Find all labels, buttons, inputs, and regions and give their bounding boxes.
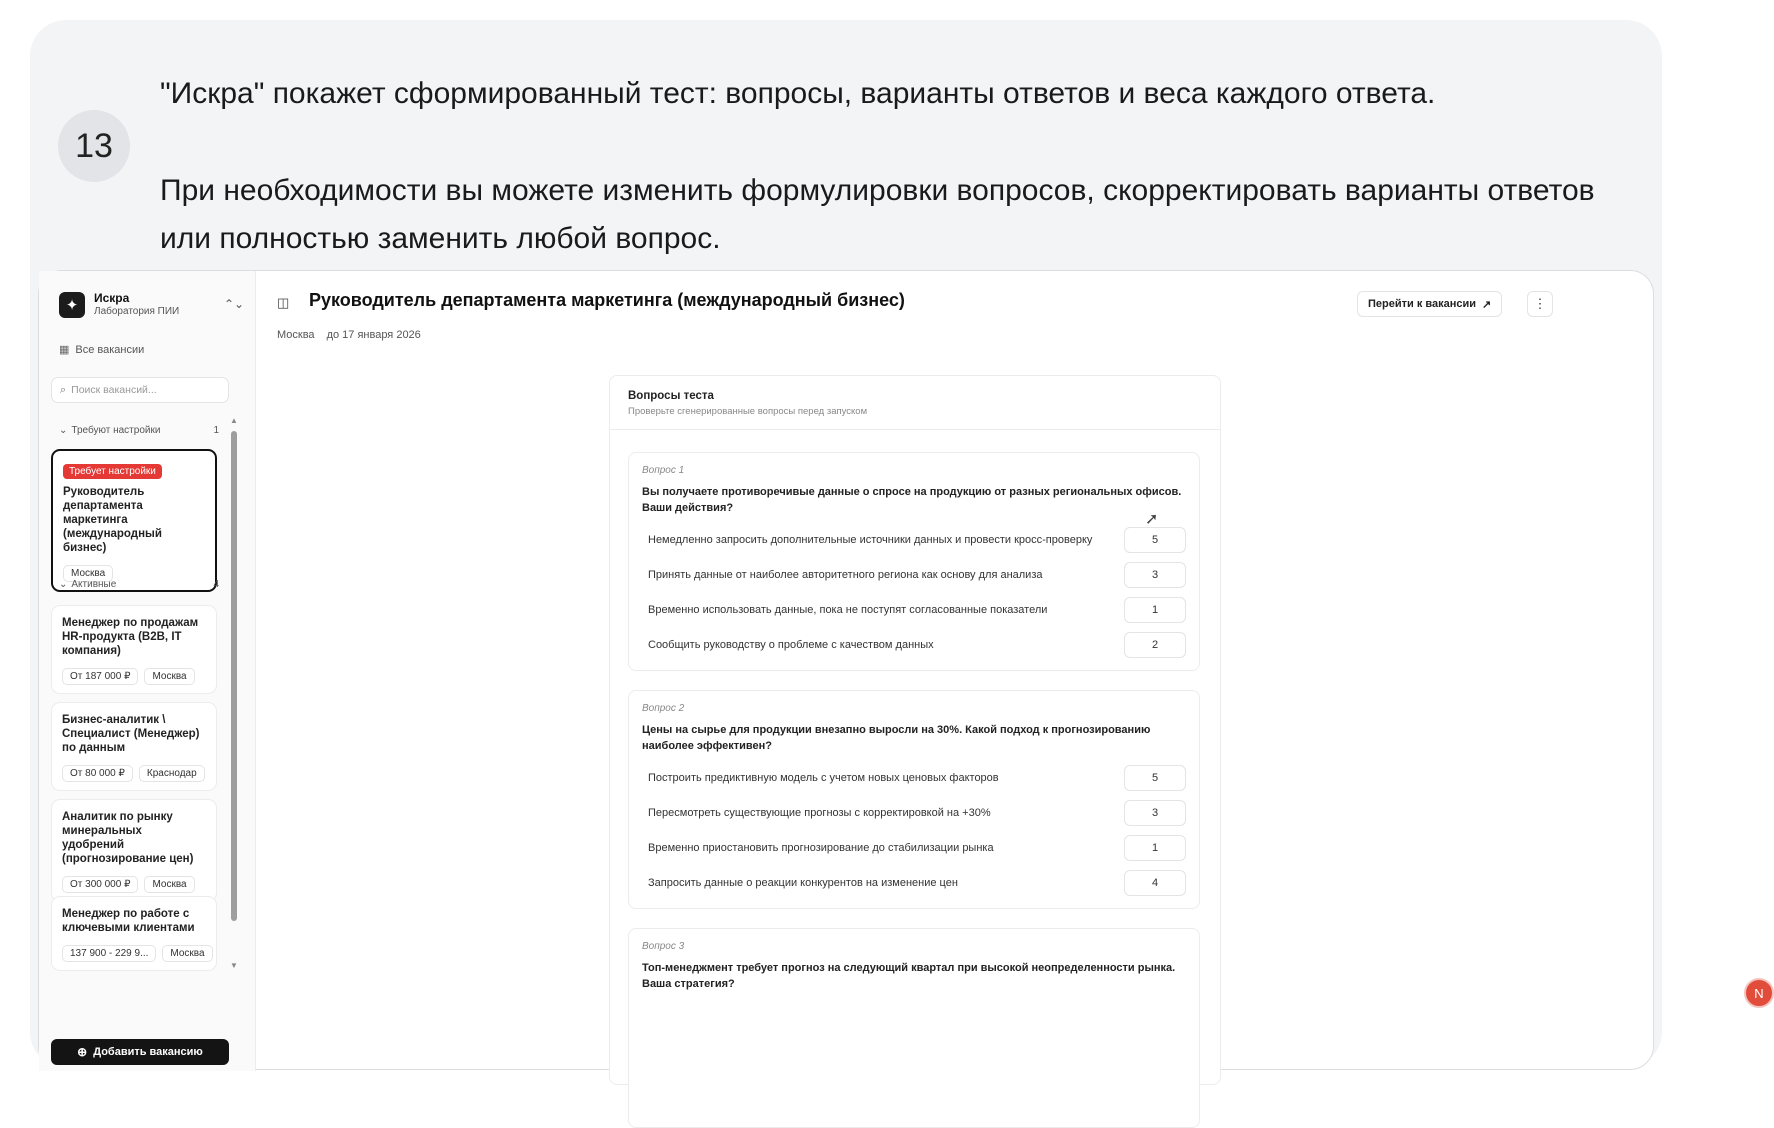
vacancy-card[interactable] <box>51 799 217 902</box>
vacancy-card[interactable] <box>51 702 217 791</box>
vacancy-city-chip: Москва <box>162 945 212 962</box>
group-needs-setup-label: Требуют настройки <box>71 425 161 436</box>
step-paragraph-1: "Искра" покажет сформированный тест: вопросы, варианты ответов и веса каждого ответа. <box>160 77 1436 110</box>
question-label: Вопрос 3 <box>642 941 685 952</box>
answer-text[interactable]: Принять данные от наиболее авторитетного региона как основу для анализа <box>648 568 1043 581</box>
answer-row <box>642 760 1186 795</box>
answer-text[interactable]: Пересмотреть существующие прогнозы с корректировкой на +30% <box>648 806 991 819</box>
group-active[interactable] <box>59 579 219 590</box>
page-title: Руководитель департамента маркетинга (международный бизнес) <box>309 290 905 310</box>
sparkle-logo-icon: ✦ <box>59 292 85 318</box>
vacancy-card[interactable] <box>51 896 217 971</box>
instruction-card <box>30 20 1764 1068</box>
avatar[interactable]: N <box>1744 978 1774 1008</box>
sidebar <box>39 271 256 1071</box>
more-options-icon[interactable]: ⋮ <box>1527 291 1553 317</box>
vacancy-card-selected[interactable] <box>51 449 217 592</box>
sidebar-scrollbar[interactable] <box>231 431 237 921</box>
answer-text[interactable]: Немедленно запросить дополнительные источники данных и провести кросс-проверку <box>648 533 1093 546</box>
vacancy-title: Руководитель департамента маркетинга (международный бизнес) <box>63 486 162 554</box>
vacancy-card[interactable] <box>51 605 217 694</box>
answer-row <box>642 522 1186 557</box>
chevron-down-icon: ⌄ <box>59 425 68 436</box>
answer-row <box>642 557 1186 592</box>
app-screenshot <box>38 270 1764 1070</box>
answer-weight-input[interactable] <box>1124 835 1186 861</box>
test-questions-panel <box>609 375 1221 1085</box>
answer-weight-input[interactable] <box>1124 562 1186 588</box>
answer-text[interactable]: Построить предиктивную модель с учетом новых ценовых факторов <box>648 771 999 784</box>
vacancy-title: Менеджер по работе с ключевыми клиентами <box>62 908 195 934</box>
vacancy-meta <box>277 329 421 341</box>
vacancy-deadline: до 17 января 2026 <box>326 329 421 341</box>
vacancy-salary-chip: От 300 000 ₽ <box>62 876 138 893</box>
goto-vacancy-button[interactable] <box>1357 291 1502 317</box>
vacancy-city-chip: Москва <box>144 876 194 893</box>
chevron-up-down-icon[interactable]: ⌃⌄ <box>224 297 245 311</box>
answer-text[interactable]: Запросить данные о реакции конкурентов на изменение цен <box>648 876 958 889</box>
question-text[interactable]: Топ-менеджмент требует прогноз на следующий квартал при высокой неопределенности рынка. Ваша стратегия? <box>642 962 1176 990</box>
answer-text[interactable]: Временно приостановить прогнозирование до стабилизации рынка <box>648 841 994 854</box>
question-label: Вопрос 1 <box>642 465 685 476</box>
scroll-up-arrow-icon[interactable]: ▲ <box>230 416 238 425</box>
goto-vacancy-label: Перейти к вакансии <box>1368 298 1477 310</box>
answer-row <box>642 830 1186 865</box>
answer-weight-input[interactable] <box>1124 597 1186 623</box>
test-panel-title: Вопросы теста <box>628 390 714 402</box>
group-needs-setup-count: 1 <box>213 425 219 436</box>
external-link-icon: ↗ <box>1482 298 1492 311</box>
search-box <box>51 377 229 403</box>
group-active-count: 4 <box>213 579 219 590</box>
vacancy-salary-chip: 137 900 - 229 9... <box>62 945 156 962</box>
sidebar-toggle-icon[interactable]: ◫ <box>277 295 290 310</box>
answer-row <box>642 592 1186 627</box>
chevron-down-icon: ⌄ <box>59 579 68 590</box>
needs-setup-tag: Требует настройки <box>63 464 162 479</box>
add-vacancy-button[interactable] <box>51 1039 229 1065</box>
main-content <box>257 271 1764 1071</box>
group-needs-setup[interactable] <box>59 425 219 436</box>
answer-weight-input[interactable] <box>1124 870 1186 896</box>
answer-row <box>642 627 1186 662</box>
brand-name: Искра <box>94 291 130 305</box>
vacancy-city-chip: Москва <box>144 668 194 685</box>
question-card <box>628 452 1200 671</box>
answer-weight-input[interactable] <box>1124 632 1186 658</box>
answer-row <box>642 795 1186 830</box>
search-icon: ⌕ <box>60 383 67 396</box>
vacancy-title: Аналитик по рынку минеральных удобрений (прогнозирование цен) <box>62 811 194 865</box>
answer-row <box>642 865 1186 900</box>
vacancy-city-chip: Краснодар <box>139 765 205 782</box>
vacancy-city-chip: Москва <box>63 565 113 582</box>
group-active-label: Активные <box>71 579 117 590</box>
brand[interactable] <box>59 291 179 318</box>
question-text[interactable]: Цены на сырье для продукции внезапно выросли на 30%. Какой подход к прогнозированию наиболее эффективен? <box>642 724 1151 752</box>
question-text[interactable]: Вы получаете противоречивые данные о спросе на продукцию от разных региональных офисов. Ваши действия? <box>642 486 1182 514</box>
answer-weight-input[interactable] <box>1124 765 1186 791</box>
vacancy-title: Бизнес-аналитик \ Специалист (Менеджер) по данным <box>62 714 200 754</box>
question-card <box>628 928 1200 1128</box>
scroll-down-arrow-icon[interactable]: ▼ <box>230 961 238 970</box>
question-card <box>628 690 1200 909</box>
brand-subtitle: Лаборатория ПИИ <box>94 306 180 317</box>
all-vacancies-label: Все вакансии <box>75 343 145 356</box>
mouse-cursor-icon: ➚ <box>1145 511 1159 528</box>
answer-text[interactable]: Сообщить руководству о проблеме с качеством данных <box>648 638 934 651</box>
answer-weight-input[interactable] <box>1124 527 1186 553</box>
step-paragraph-2: При необходимости вы можете изменить формулировки вопросов, скорректировать варианты ответов или полностью заменить любой вопрос. <box>160 174 1595 255</box>
plus-circle-icon: ⊕ <box>77 1045 88 1059</box>
vacancy-title: Менеджер по продажам HR-продукта (B2B, IT компания) <box>62 617 199 657</box>
grid-icon: ▦ <box>59 344 70 356</box>
add-vacancy-label: Добавить вакансию <box>93 1046 203 1058</box>
vacancy-city: Москва <box>277 329 315 341</box>
question-label: Вопрос 2 <box>642 703 685 714</box>
all-vacancies-link[interactable] <box>59 343 144 356</box>
answer-weight-input[interactable] <box>1124 800 1186 826</box>
answer-text[interactable]: Временно использовать данные, пока не поступят согласованные показатели <box>648 603 1048 616</box>
vacancy-salary-chip: От 187 000 ₽ <box>62 668 138 685</box>
step-number-badge: 13 <box>58 110 130 182</box>
vacancy-salary-chip: От 80 000 ₽ <box>62 765 133 782</box>
test-panel-subtitle: Проверьте сгенерированные вопросы перед запуском <box>628 406 868 417</box>
search-input[interactable] <box>71 384 211 396</box>
